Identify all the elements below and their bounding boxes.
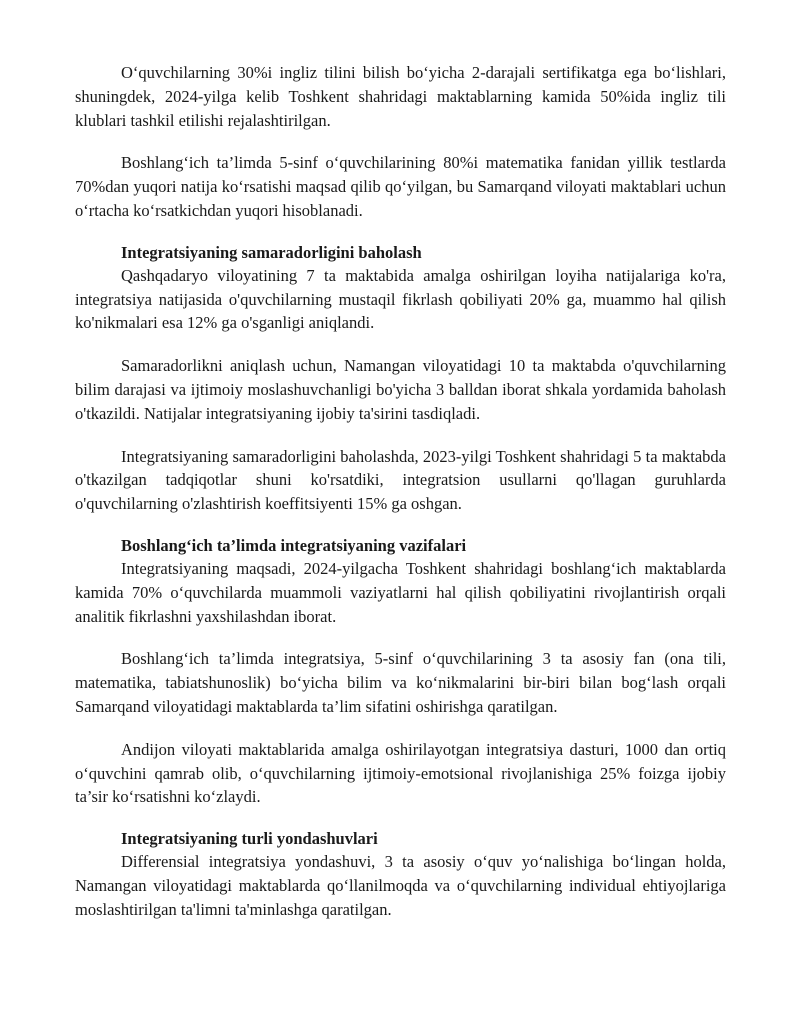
paragraph-namangan-assessment: Samaradorlikni aniqlash uchun, Namangan viloyatidagi 10 ta maktabda o'quvchilarning bilim darajasi va ijtimoiy moslashuvchanligi bo'yicha 3 balldan iborat shkala yordamida baholash o'tkazildi. Natijalar integratsiyaning ijobiy ta'sirini tasdiqladi. bbox=[75, 356, 726, 423]
section-heading-approaches: Integratsiyaning turli yondashuvlari bbox=[121, 829, 378, 849]
document-page bbox=[75, 61, 726, 922]
paragraph-english-certificates: O‘quvchilarning 30%i ingliz tilini bilish bo‘yicha 2-darajali sertifikatga ega bo‘lishlari, shuningdek, 2024-yilga kelib Toshkent shahridagi maktablarning kamida 50%ida ingliz tili klublari tashkil etilishi rejalashtirilgan. bbox=[75, 63, 726, 130]
paragraph-samarqand-subjects: Boshlang‘ich ta’limda integratsiya, 5-sinf o‘quvchilarining 3 ta asosiy fan (ona tili, matematika, tabiatshunoslik) bo‘yicha bilim va ko‘nikmalarini bir-biri bilan bog‘lash orqali Samarqand viloyatidagi maktablarda ta’lim sifatini oshirishga qaratilgan. bbox=[75, 649, 726, 716]
paragraph-tashkent-research: Integratsiyaning samaradorligini baholashda, 2023-yilgi Toshkent shahridagi 5 ta maktabda o'tkazilgan tadqiqotlar shuni ko'rsatdiki, integratsion usullarni qo'llagan guruhlarda o'quvchilarning o'zlashtirish koeffitsiyenti 15% ga oshgan. bbox=[75, 446, 726, 514]
paragraph-differential-approach: Differensial integratsiya yondashuvi, 3 ta asosiy o‘quv yo‘nalishiga bo‘lingan holda, Namangan viloyatidagi maktablarda qo‘llanilmoqda va o‘quvchilarning individual ehtiyojlariga moslashtirilgan ta'limni ta'minlashga qaratilgan. bbox=[75, 852, 726, 919]
paragraph-qashqadaryo-results: Qashqadaryo viloyatining 7 ta maktabida amalga oshirilgan loyiha natijalariga ko'ra, integratsiya natijasida o'quvchilarning mustaqil fikrlash qobiliyati 20% ga, muammo hal qilish ko'nikmalari esa 12% ga o'sganligi aniqlandi. bbox=[75, 265, 726, 333]
paragraph-integration-goal: Integratsiyaning maqsadi, 2024-yilgacha Toshkent shahridagi boshlang‘ich maktablarda kamida 70% o‘quvchilarda muammoli vaziyatlarni hal qilish qobiliyatini rivojlantirish orqali analitik fikrlashni yaxshilashdan iborat. bbox=[75, 558, 726, 626]
section-heading-effectiveness: Integratsiyaning samaradorligini baholash bbox=[121, 242, 422, 262]
paragraph-andijon-program: Andijon viloyati maktablarida amalga oshirilayotgan integratsiya dasturi, 1000 dan ortiq o‘quvchini qamrab olib, o‘quvchilarning ijtimoiy-emotsional rivojlanishiga 25% foizga ijobiy ta’sir ko‘rsatishni ko‘zlaydi. bbox=[75, 739, 726, 807]
section-heading-tasks: Boshlang‘ich ta’limda integratsiyaning vazifalari bbox=[121, 535, 467, 555]
paragraph-math-goals: Boshlang‘ich ta’limda 5-sinf o‘quvchilarining 80%i matematika fanidan yillik testlarda 70%dan yuqori natija ko‘rsatishi maqsad qilib qo‘yilgan, bu Samarqand viloyati maktablari uchun o‘rtacha ko‘rsatkichdan yuqori hisoblanadi. bbox=[75, 153, 726, 220]
